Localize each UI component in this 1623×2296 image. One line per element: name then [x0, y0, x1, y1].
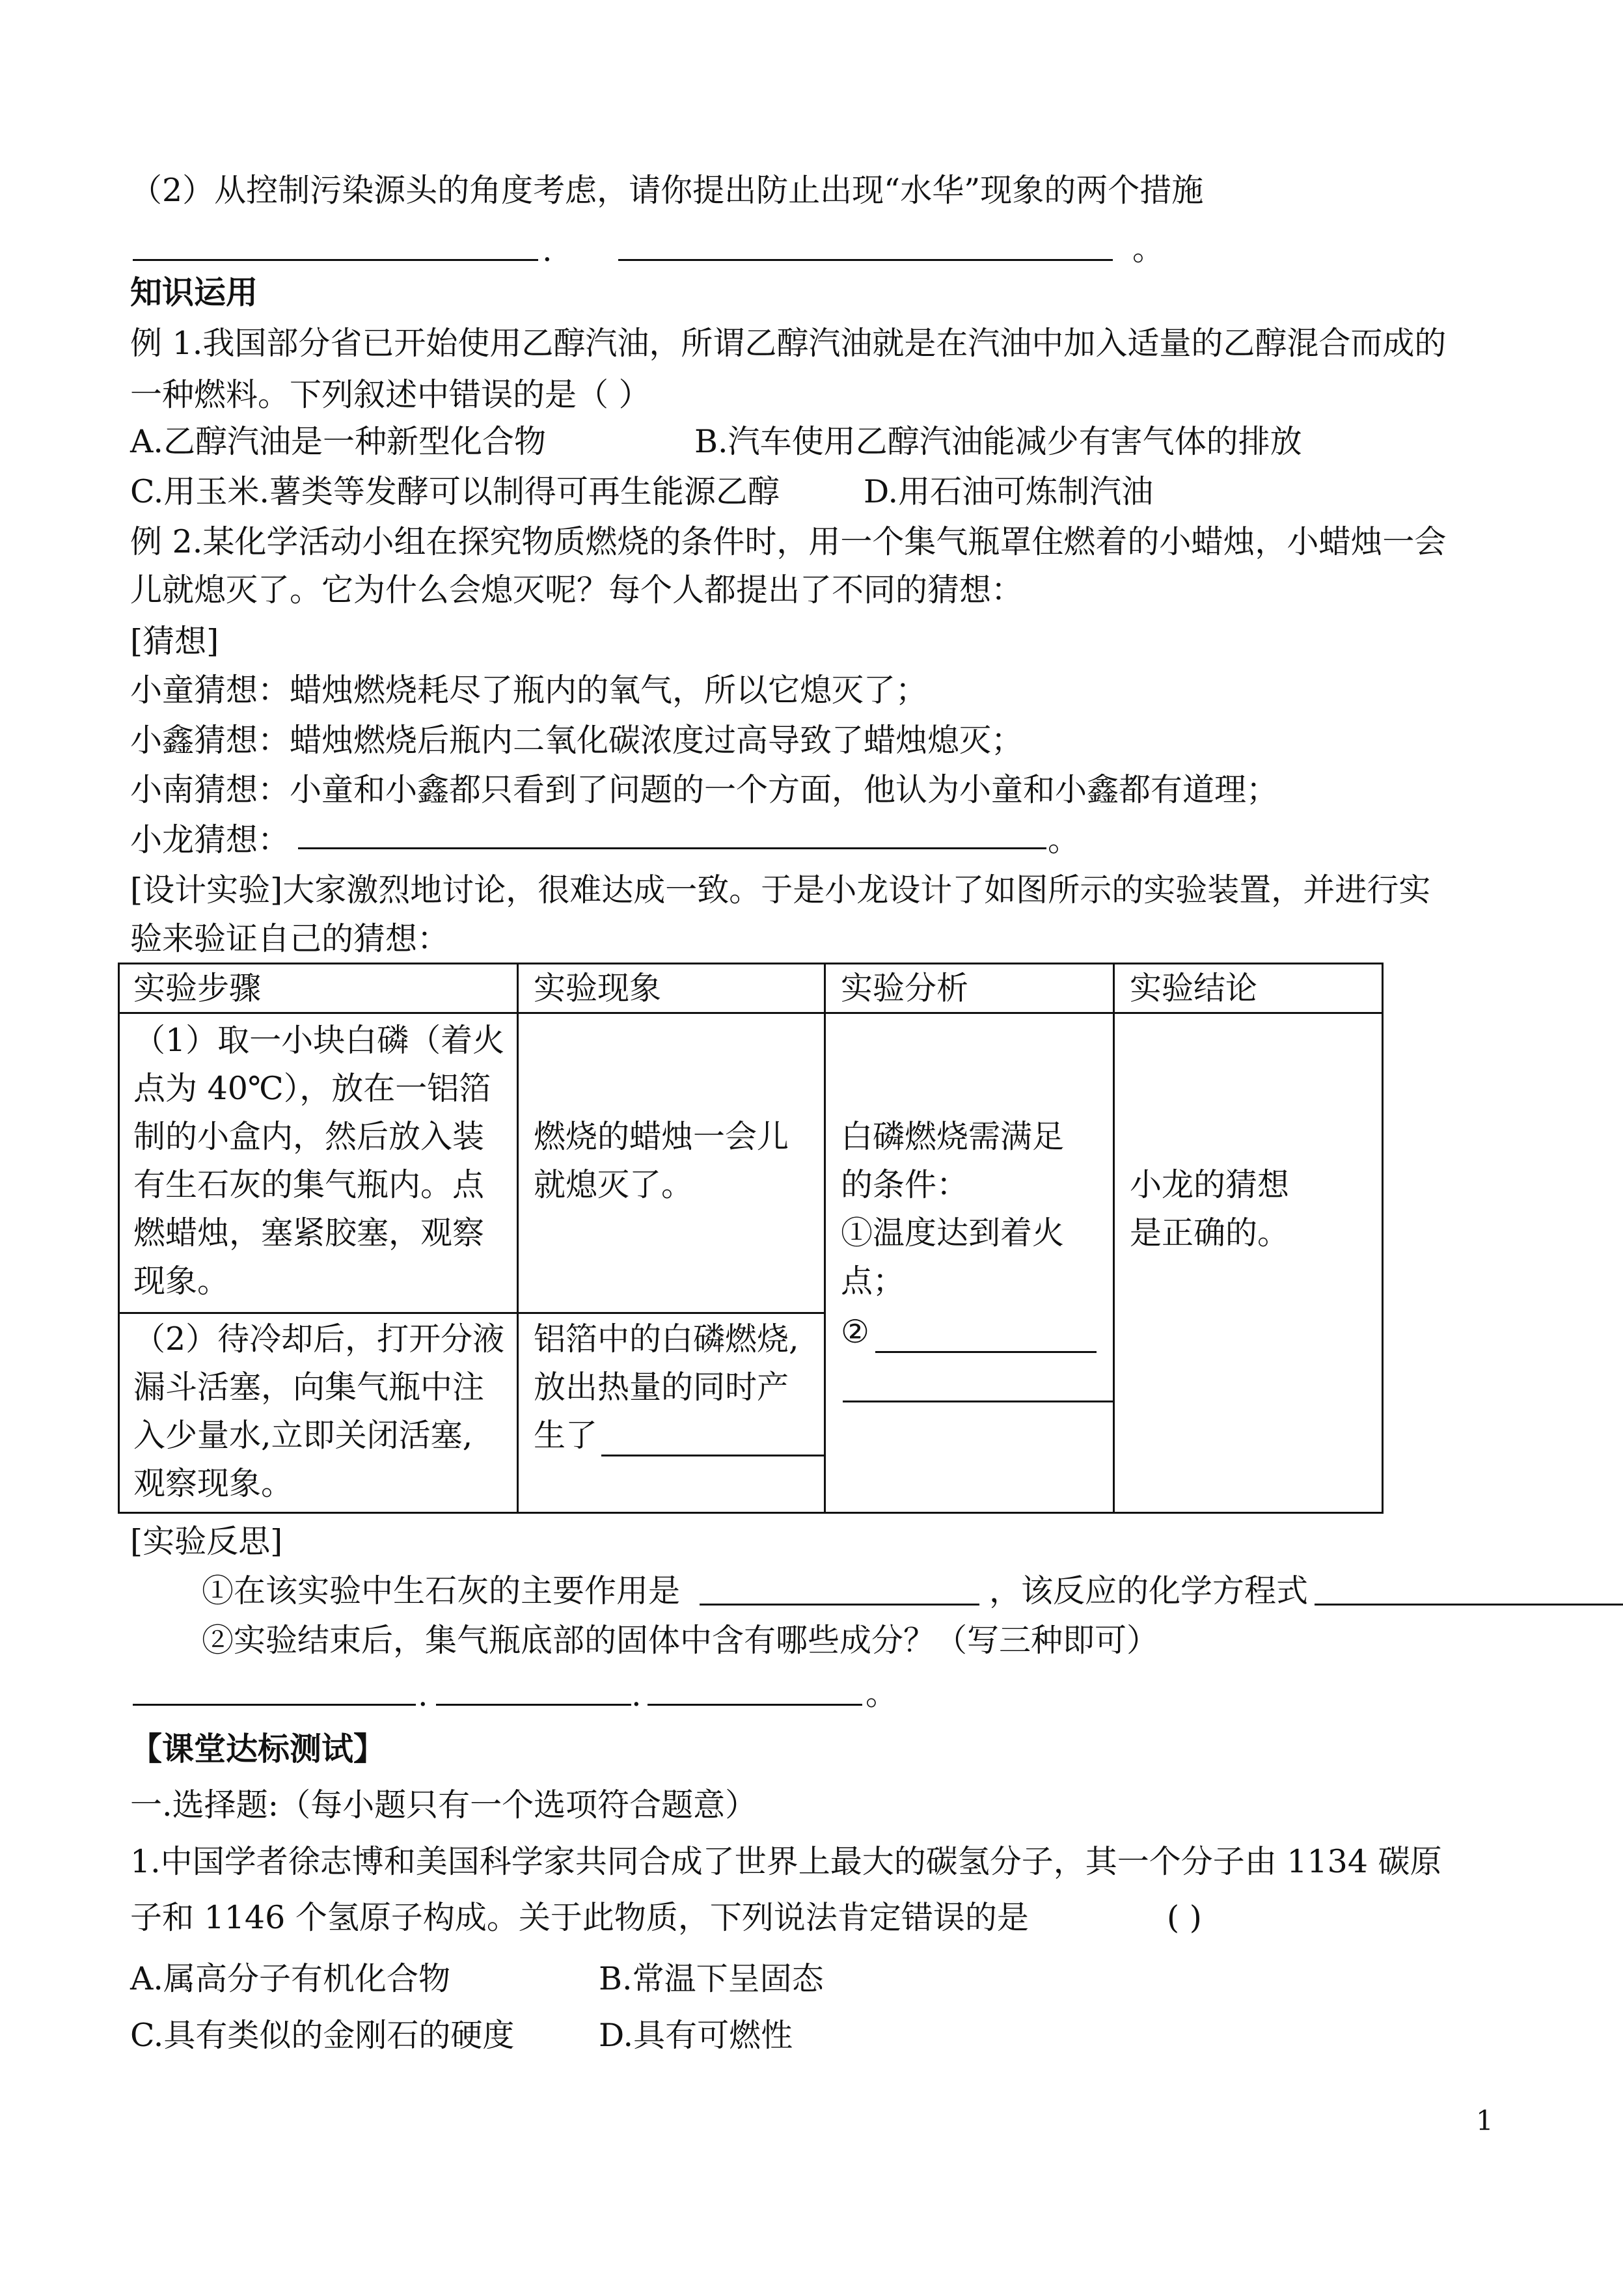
- test-q1-line1: 1.中国学者徐志博和美国科学家共同合成了世界上最大的碳氢分子，其一个分子由 1134 碳原: [130, 1843, 1442, 1880]
- test-q1-answer-paren: ( ): [1167, 1899, 1202, 1936]
- analysis-blank-2[interactable]: [843, 1401, 1113, 1402]
- ex2-guess-2: 小鑫猜想：蜡烛燃烧后瓶内二氧化碳浓度过高导致了蜡烛熄灭；: [130, 722, 1024, 759]
- test-q1-option-d: D.具有可燃性: [599, 2017, 793, 2054]
- table-line-row-split-left: [118, 1312, 825, 1314]
- table-header-analysis: 实验分析: [841, 970, 969, 1007]
- ex2-guess-heading: [猜想]: [130, 623, 219, 660]
- analysis-line: 点；: [841, 1263, 905, 1300]
- reflection-2-end: 。: [866, 1675, 898, 1712]
- observation2-line: 铝箔中的白磷燃烧,: [534, 1320, 799, 1358]
- test-title: 【课堂达标测试】: [130, 1730, 386, 1768]
- conclusion-line: 是正确的。: [1130, 1214, 1290, 1251]
- reflection-1a: ①在该实验中生石灰的主要作用是: [202, 1572, 681, 1609]
- table-header-observation: 实验现象: [534, 970, 662, 1007]
- step1-line: 燃蜡烛，塞紧胶塞，观察: [133, 1214, 485, 1251]
- reflection-2-sep-2: .: [631, 1676, 642, 1714]
- test-q1-line2: 子和 1146 个氢原子构成。关于此物质，下列说法肯定错误的是: [130, 1899, 1029, 1936]
- step1-line: 点为 40℃），放在一铝箔: [133, 1070, 491, 1107]
- ex1-option-d: D.用石油可炼制汽油: [864, 473, 1154, 510]
- table-header-conclusion: 实验结论: [1130, 970, 1258, 1007]
- ex2-design-line2: 验来验证自己的猜想：: [130, 920, 450, 957]
- conclusion-line: 小龙的猜想: [1130, 1166, 1290, 1203]
- observation2-line: 生了: [534, 1417, 598, 1454]
- step2-line: 漏斗活塞，向集气瓶中注: [133, 1369, 485, 1406]
- step1-line: （1）取一小块白磷（着火: [133, 1022, 505, 1059]
- step1-line: 制的小盒内，然后放入装: [133, 1118, 485, 1155]
- page-number: 1: [1476, 2105, 1493, 2137]
- reflection-1b: ，该反应的化学方程式: [989, 1572, 1309, 1609]
- analysis-line: 的条件：: [841, 1166, 969, 1203]
- q2-end: 。: [1132, 230, 1165, 267]
- ex1-line2: 一种燃料。下列叙述中错误的是（ ）: [130, 376, 651, 413]
- analysis-line: 白磷燃烧需满足: [841, 1118, 1065, 1155]
- analysis-line: ①温度达到着火: [841, 1214, 1065, 1251]
- observation2-line: 放出热量的同时产: [534, 1369, 789, 1406]
- section-heading-knowledge: 知识运用: [130, 274, 258, 311]
- reflection-heading: [实验反思]: [130, 1523, 283, 1560]
- analysis-line: ②: [841, 1313, 869, 1350]
- reflection-2-blank-2[interactable]: [436, 1704, 631, 1706]
- ex2-guess-3: 小南猜想：小童和小鑫都只看到了问题的一个方面，他认为小童和小鑫都有道理；: [130, 771, 1279, 808]
- q2-blank-1[interactable]: [133, 259, 538, 261]
- ex1-option-c: C.用玉米.薯类等发酵可以制得可再生能源乙醇: [130, 473, 780, 510]
- table-line-v4: [1382, 963, 1384, 1514]
- test-q1-option-b: B.常温下呈固态: [599, 1960, 824, 1997]
- step1-line: 有生石灰的集气瓶内。点: [133, 1166, 485, 1203]
- test-q1-option-c: C.具有类似的金刚石的硬度: [130, 2017, 515, 2054]
- step2-line: （2）待冷却后，打开分液: [133, 1320, 505, 1358]
- table-line-v3: [1113, 963, 1115, 1514]
- analysis-blank-1[interactable]: [875, 1351, 1097, 1353]
- reflection-2-blank-3[interactable]: [648, 1704, 862, 1706]
- ex2-guess-4-end: 。: [1048, 821, 1080, 858]
- table-line-bottom: [118, 1512, 1384, 1514]
- q2-blank-2[interactable]: [618, 259, 1113, 261]
- ex2-guess-4: 小龙猜想：: [130, 821, 290, 858]
- reflection-2-sep-1: .: [418, 1676, 428, 1714]
- ex2-design-line1: [设计实验]大家激烈地讨论，很难达成一致。于是小龙设计了如图所示的实验装置，并进行实: [130, 871, 1431, 909]
- table-line-v2: [824, 963, 826, 1514]
- ex1-option-a: A.乙醇汽油是一种新型化合物: [130, 423, 546, 460]
- reflection-1-blank-2[interactable]: [1315, 1604, 1623, 1606]
- test-section-choice: 一.选择题:（每小题只有一个选项符合题意）: [130, 1786, 757, 1824]
- ex2-line2: 儿就熄灭了。它为什么会熄灭呢？每个人都提出了不同的猜想：: [130, 571, 1024, 608]
- reflection-1-blank-1[interactable]: [700, 1604, 979, 1606]
- reflection-2: ②实验结束后，集气瓶底部的固体中含有哪些成分？（写三种即可）: [202, 1622, 1159, 1659]
- test-q1-option-a: A.属高分子有机化合物: [130, 1960, 450, 1997]
- ex2-guess-1: 小童猜想：蜡烛燃烧耗尽了瓶内的氧气，所以它熄灭了；: [130, 672, 928, 709]
- step2-line: 观察现象。: [133, 1465, 293, 1502]
- ex1-option-b: B.汽车使用乙醇汽油能减少有害气体的排放: [694, 423, 1302, 460]
- observation1-line: 就熄灭了。: [534, 1166, 694, 1203]
- table-line-top: [118, 963, 1384, 964]
- reflection-2-blank-1[interactable]: [133, 1704, 416, 1706]
- table-line-v0: [118, 963, 120, 1514]
- step2-line: 入少量水,立即关闭活塞,: [133, 1417, 473, 1454]
- table-line-v1: [517, 963, 519, 1514]
- table-line-header: [118, 1012, 1384, 1014]
- q2-separator: .: [542, 232, 552, 269]
- q2-prefix: （2）从控制污染源头的角度考虑，请你提出防止出现“水华”现象的两个措施: [130, 172, 1204, 209]
- step1-line: 现象。: [133, 1263, 230, 1300]
- table-header-step: 实验步骤: [133, 970, 262, 1007]
- ex2-line1: 例 2.某化学活动小组在探究物质燃烧的条件时，用一个集气瓶罩住燃着的小蜡烛，小蜡烛一会: [130, 523, 1447, 560]
- observation2-blank[interactable]: [601, 1455, 824, 1456]
- ex2-guess-4-blank[interactable]: [298, 847, 1046, 849]
- observation1-line: 燃烧的蜡烛一会儿: [534, 1118, 789, 1155]
- ex1-line1: 例 1.我国部分省已开始使用乙醇汽油，所谓乙醇汽油就是在汽油中加入适量的乙醇混合而成的: [130, 325, 1447, 362]
